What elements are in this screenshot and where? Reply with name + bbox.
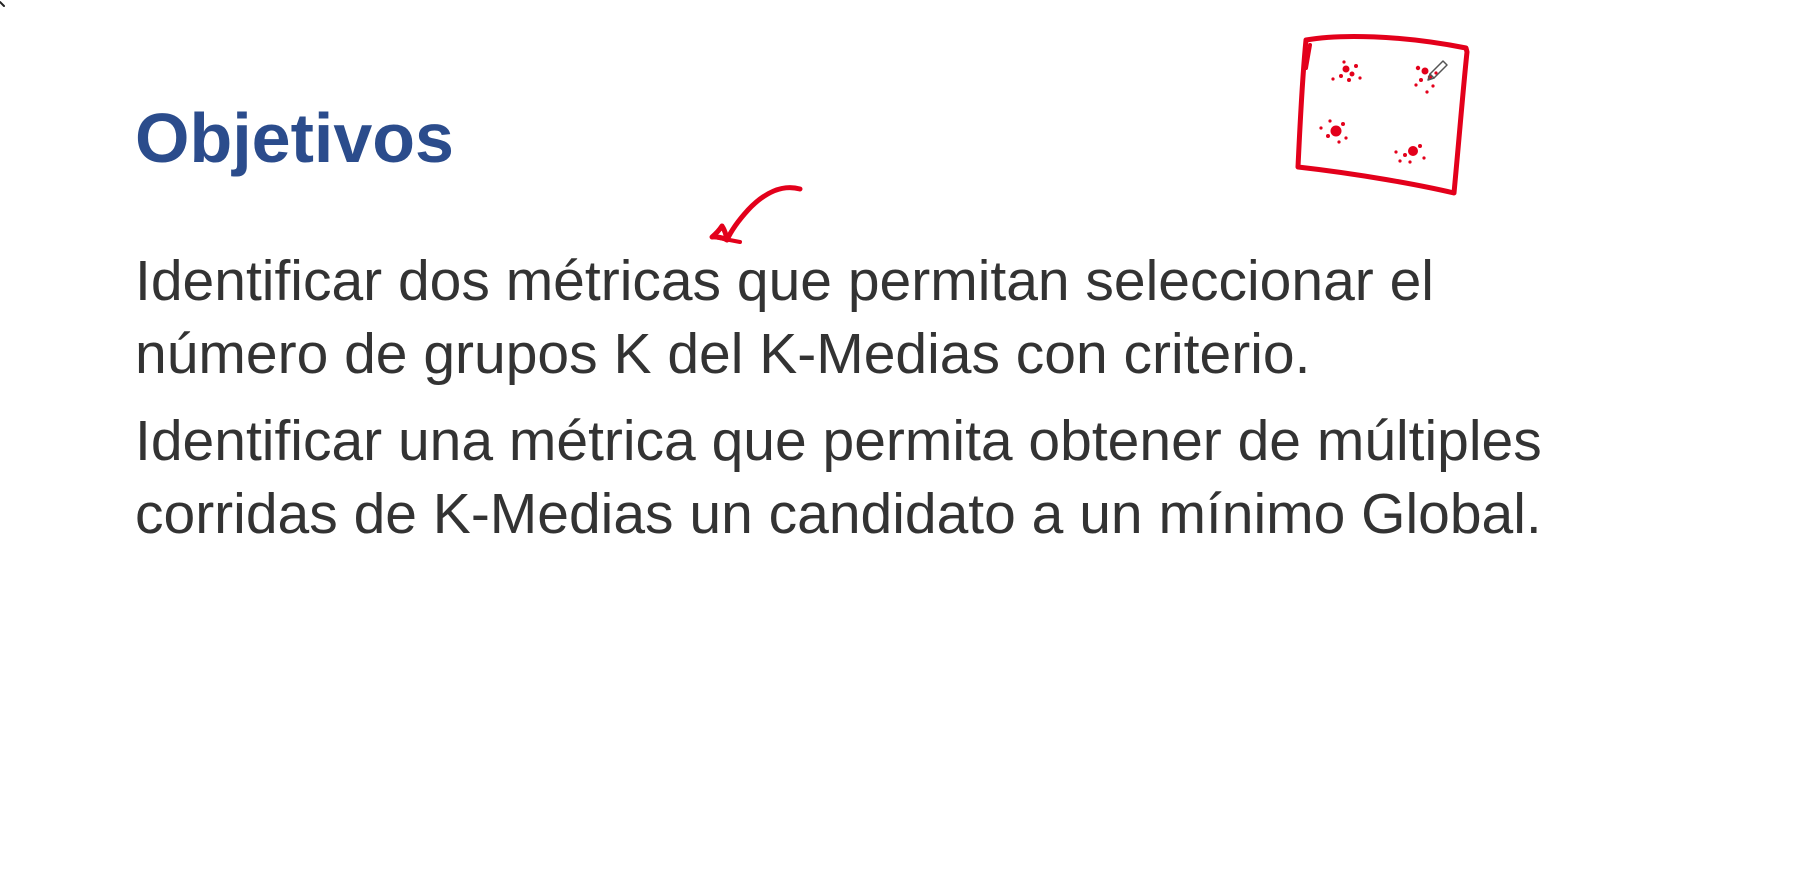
hand-drawn-arrow-icon <box>712 188 800 242</box>
objective-item-1: Identificar dos métricas que permitan seleccionar el número de grupos K del K-Medias con criterio. <box>135 249 1434 386</box>
objectives-list <box>135 245 1595 565</box>
pen-cursor-icon <box>1428 61 1447 80</box>
slide-title: Objetivos <box>135 99 454 177</box>
objective-item-2: Identificar una métrica que permita obtener de múltiples corridas de K-Medias un candidato a un mínimo Global. <box>135 409 1542 546</box>
corner-mark <box>0 2 4 6</box>
hand-drawn-cluster-sketch <box>1298 36 1467 193</box>
